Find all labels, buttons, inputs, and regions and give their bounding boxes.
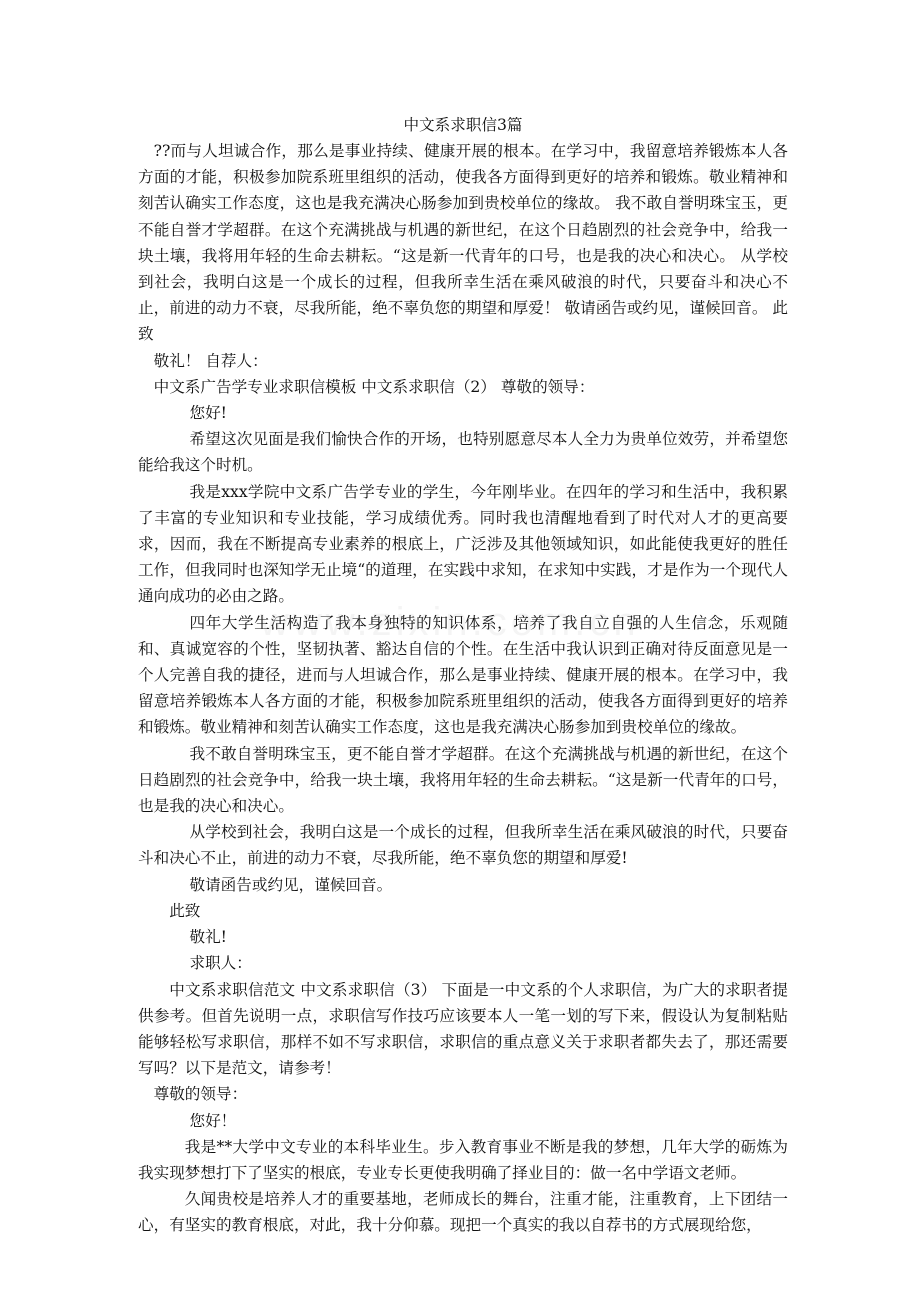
closing-jingli: 敬礼! (189, 928, 227, 947)
paragraph-5: 希望这次见面是我们愉快合作的开场，也特别愿意尽本人全力为贵单位效劳，并希望您能给我这个时机。 (138, 430, 788, 475)
document-title: 中文系求职信3篇 (403, 116, 523, 134)
paragraph-2: 敬礼！ 自荐人： (153, 351, 268, 370)
paragraph-7: 四年大学生活构造了我本身独特的知识体系，培养了我自立自强的人生信念，乐观随和、真诚宽容的个性，坚韧执著、豁达自信的个性。在生活中我认识到正确对待反面意见是一个人完善自我的捷径，进而与人坦诚合作，那么是事业持续、健康开展的根本。在学习中，我留意培养锻炼本人各方面的才能，积极参加院系班里组织的活动，使我各方面得到更好的培养和锻炼。敬业精神和刻苦认确实工作态度，这也是我充满决心肠参加到贵校单位的缘故。 (138, 613, 788, 737)
paragraph-9: 从学校到社会，我明白这是一个成长的过程，但我所幸生活在乘风破浪的时代，只要奋斗和决心不止，前进的动力不衰，尽我所能，绝不辜负您的期望和厚爱! (138, 823, 788, 868)
paragraph-18: 久闻贵校是培养人才的重要基地，老师成长的舞台，注重才能，注重教育，上下团结一心，有坚实的教育根底，对此，我十分仰慕。现把一个真实的我以自荐书的方式展现给您， (138, 1190, 788, 1235)
greeting: 您好! (189, 404, 227, 423)
paragraph-10: 敬请函告或约见，谨候回音。 (189, 875, 393, 894)
paragraph-1: ??而与人坦诚合作，那么是事业持续、健康开展的根本。在学习中，我留意培养锻炼本人各方面的才能，积极参加院系班里组织的活动，使我各方面得到更好的培养和锻炼。敬业精神和刻苦认确实工作态度，这也是我充满决心肠参加到贵校单位的缘故。 我不敢自誉明珠宝玉，更不能自誉才学超群。在这个充满挑战与机遇的新世纪，在这个日趋剧烈的社会竞争中，给我一块土壤，我将用年轻的生命去耕耘。“这是新一代青年的口号，也是我的决心和决心。 从学校到社会，我明白这是一个成长的过程，但我所幸生活在乘风破浪的时代，只要奋斗和决心不止，前进的动力不衰，尽我所能，绝不辜负您的期望和厚爱！ 敬请函告或约见，谨候回音。 此致 (138, 142, 788, 344)
paragraph-17: 我是**大学中文专业的本科毕业生。步入教育事业不断是我的梦想，几年大学的砺炼为我实现梦想打下了坚实的根底，专业专长更使我明确了择业目的：做一名中学语文老师。 (138, 1137, 788, 1182)
signature-label: 求职人： (189, 954, 252, 973)
paragraph-14: 中文系求职信范文 中文系求职信（3） 下面是一中文系的个人求职信，为广大的求职者提供参考。但首先说明一点，求职信写作技巧应该要本人一笔一划的写下来，假设认为复制粘贴能够轻松写求职信，那样不如不写求职信，求职信的重点意义关于求职者都失去了，那还需要写吗？以下是范文，请参考！ (138, 980, 788, 1078)
salutation: 尊敬的领导： (153, 1085, 248, 1104)
document-body (138, 112, 788, 1239)
paragraph-6: 我是xxx学院中文系广告学专业的学生，今年刚毕业。在四年的学习和生活中，我积累了丰富的专业知识和专业技能，学习成绩优秀。同时我也清醒地看到了时代对人才的更高要求，因而，我在不断提高专业素养的根底上，广泛涉及其他领域知识，如此能使我更好的胜任工作，但我同时也深知学无止境“的道理，在实践中求知，在求知中实践，才是作为一个现代人通向成功的必由之路。 (138, 482, 788, 606)
greeting-2: 您好！ (189, 1111, 237, 1130)
paragraph-8: 我不敢自誉明珠宝玉，更不能自誉才学超群。在这个充满挑战与机遇的新世纪，在这个日趋剧烈的社会竞争中，给我一块土壤，我将用年轻的生命去耕耘。“这是新一代青年的口号，也是我的决心和决心。 (138, 744, 788, 816)
paragraph-3: 中文系广告学专业求职信模板 中文系求职信（2） 尊敬的领导： (153, 377, 595, 396)
closing-cizhi: 此致 (169, 901, 201, 920)
